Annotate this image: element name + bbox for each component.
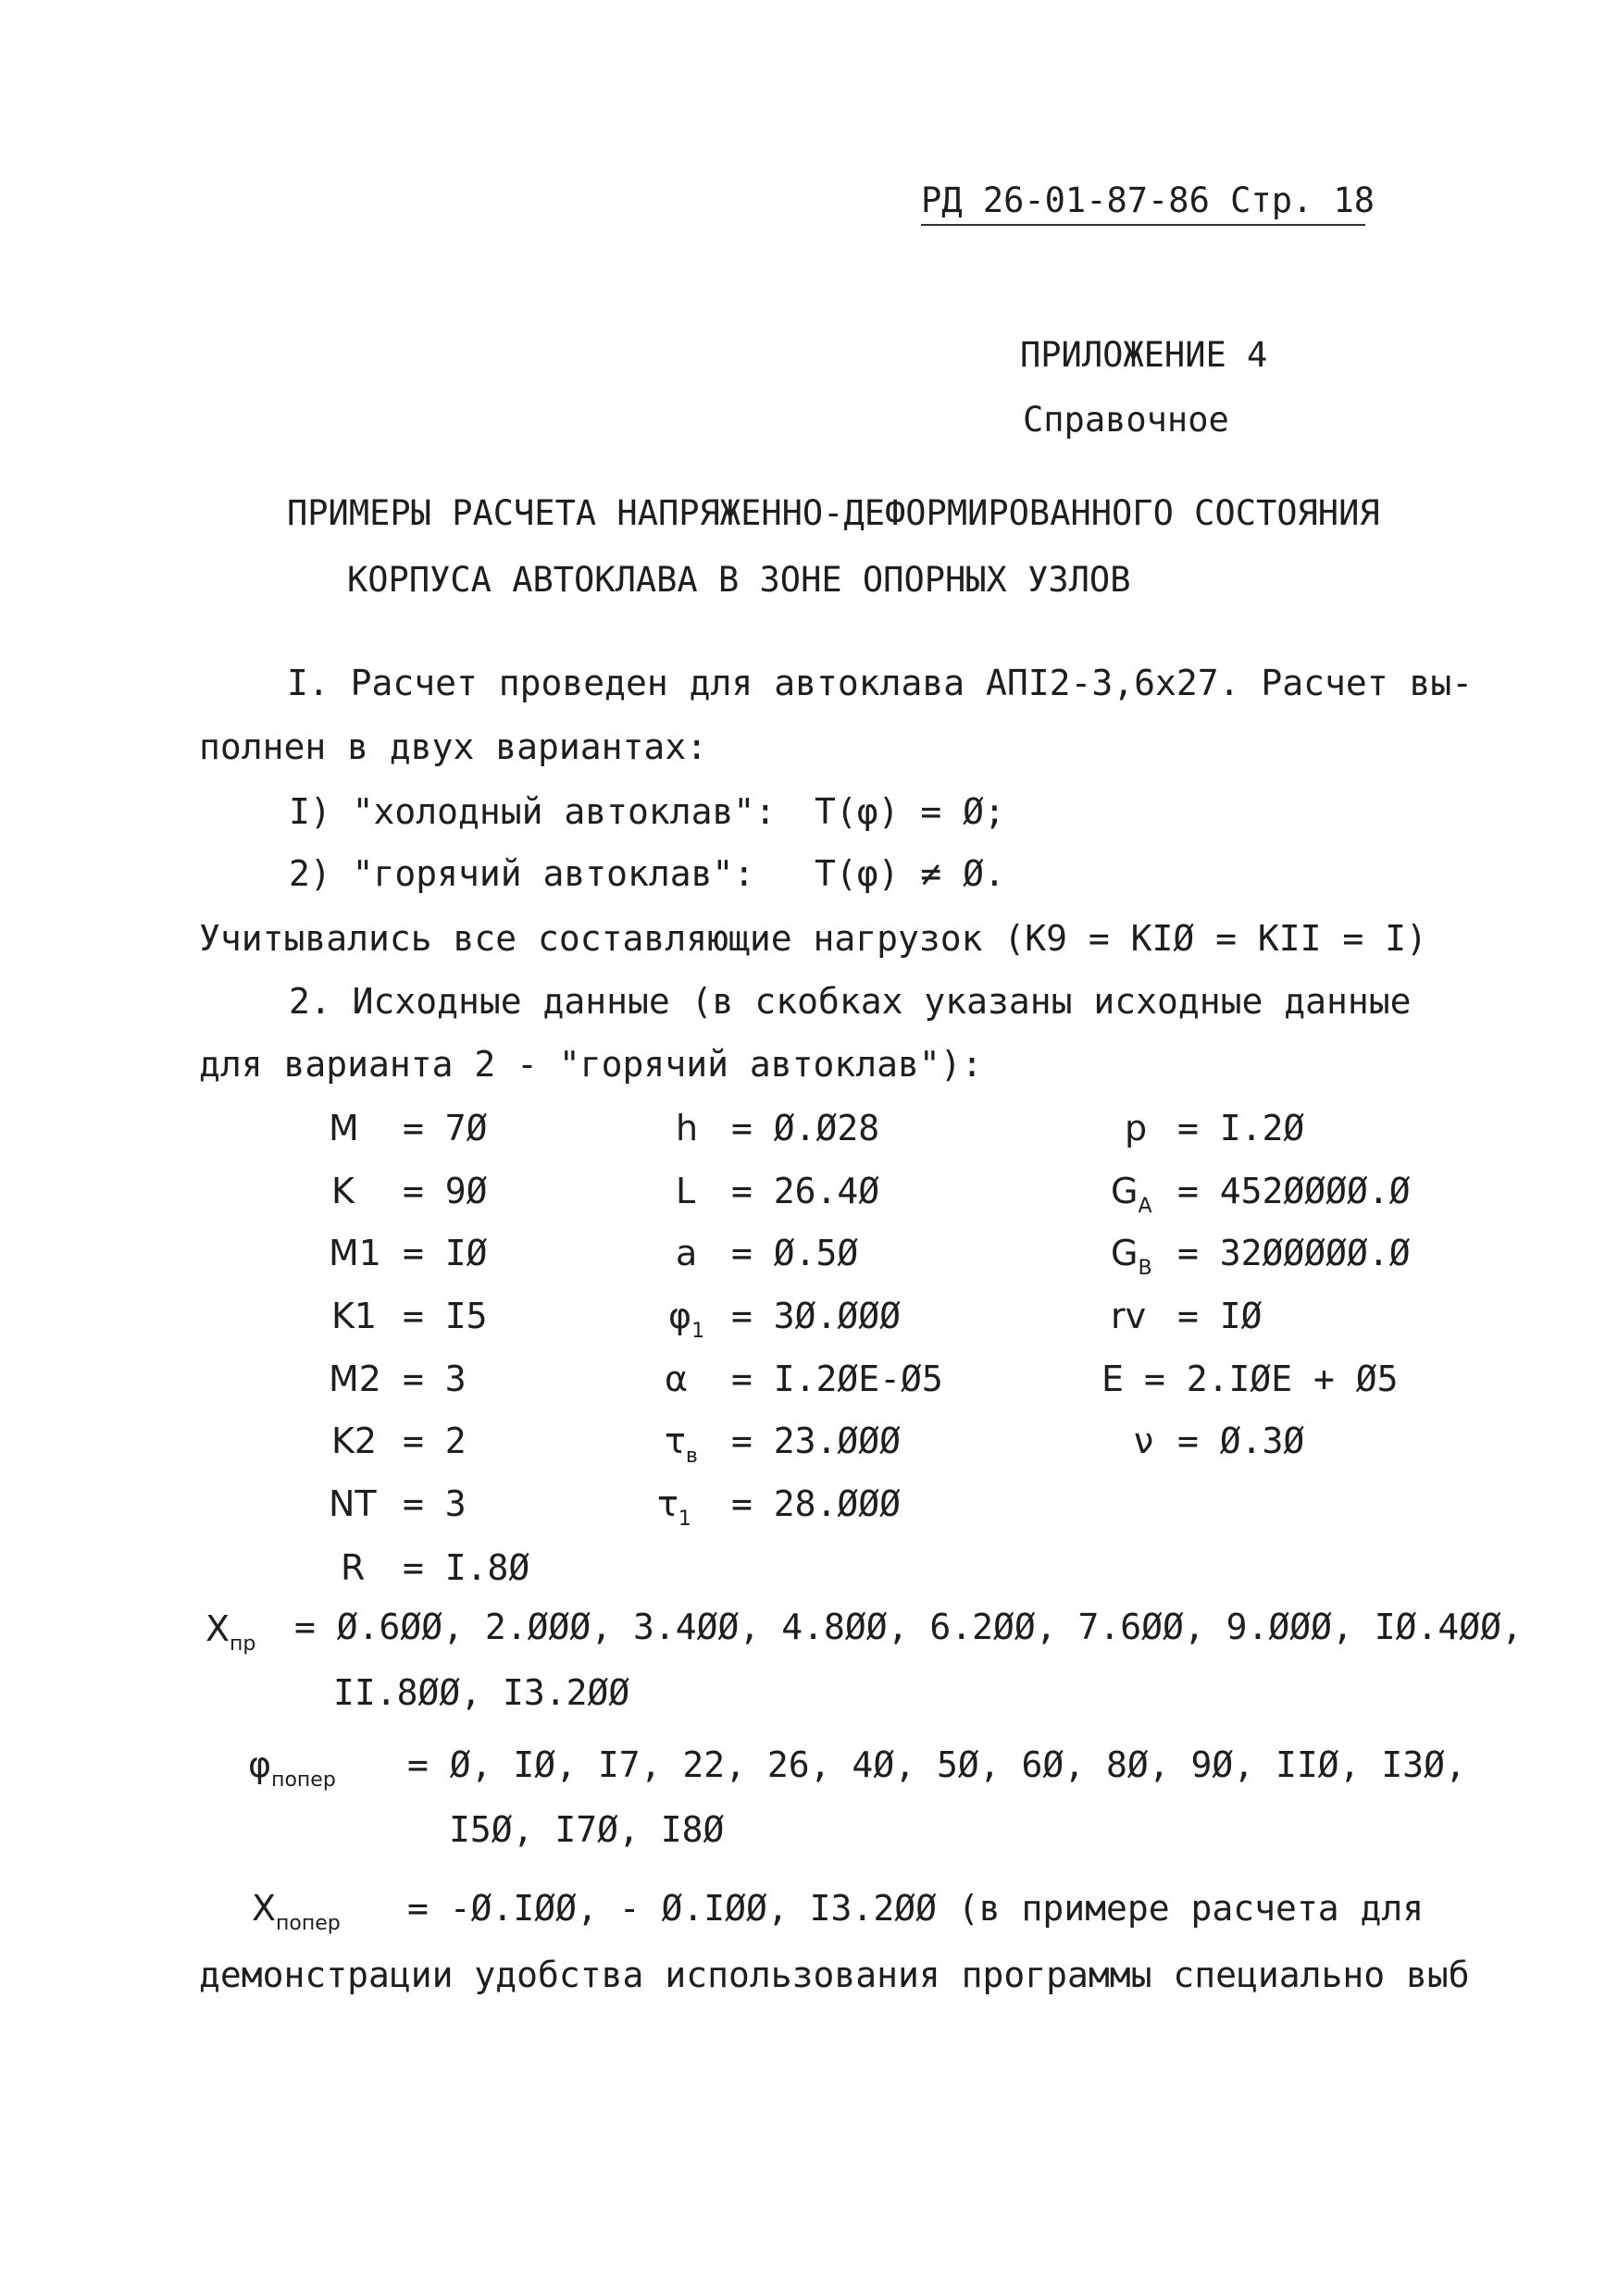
xpr-name: $X_{пр}$	[205, 1608, 256, 1656]
param-value: = I.2Ø	[1177, 1108, 1305, 1148]
param-name: ν	[1134, 1421, 1154, 1461]
param-name: K2	[331, 1421, 378, 1461]
appendix-label: ПРИЛОЖЕНИЕ 4	[1020, 335, 1268, 375]
param-value: = 3	[403, 1359, 467, 1399]
paragraph-2-line-2: для варианта 2 - "горячий автоклав"):	[199, 1044, 983, 1085]
param-value: = I.2ØE-Ø5	[731, 1359, 943, 1399]
param-name: R	[341, 1547, 366, 1588]
document-reference: РД 26-01-87-86 Стр. 18	[921, 180, 1375, 220]
param-value: = 28.ØØØ	[731, 1483, 902, 1524]
param-name: $G_B$	[1111, 1233, 1152, 1280]
param-value: = Ø.5Ø	[731, 1233, 859, 1273]
header-underline	[921, 224, 1365, 226]
loads-line: Учитывались все составляющие нагрузок (K9 = KIØ = KII = I)	[199, 918, 1427, 959]
param-value: = 32ØØØØØ.Ø	[1177, 1233, 1411, 1273]
param-value: = Ø.3Ø	[1177, 1421, 1305, 1461]
phi-poper-name: $\varphi_{попер}$	[248, 1744, 336, 1792]
param-name: M2	[329, 1359, 381, 1399]
param-name: $\varphi_1$	[668, 1296, 705, 1343]
paragraph-2-line-1: 2. Исходные данные (в скобках указаны исходные данные	[289, 981, 1412, 1022]
phi-poper-values-line-1: = Ø, IØ, I7, 22, 26, 4Ø, 5Ø, 6Ø, 8Ø, 9Ø, IIØ, I3Ø,	[407, 1744, 1466, 1785]
param-name: K1	[331, 1296, 378, 1336]
param-value: = Ø.Ø28	[731, 1108, 880, 1148]
param-name: E	[1101, 1359, 1125, 1399]
param-value: = IØ	[1177, 1296, 1263, 1336]
param-value: = IØ	[403, 1233, 488, 1273]
param-value: = 26.4Ø	[731, 1171, 880, 1211]
param-name: $\tau_1$	[657, 1483, 691, 1531]
appendix-type: Справочное	[1023, 400, 1229, 440]
param-value: = 2.IØE + Ø5	[1144, 1359, 1399, 1399]
param-value: = 2	[403, 1421, 467, 1461]
x-poper-name: $X_{попер}$	[252, 1888, 341, 1935]
param-name: α	[665, 1359, 689, 1399]
param-value: = 3Ø.ØØØ	[731, 1296, 902, 1336]
param-name: NT	[329, 1483, 377, 1524]
param-name: L	[676, 1171, 696, 1211]
param-value: = 23.ØØØ	[731, 1421, 902, 1461]
param-name: M1	[329, 1233, 381, 1273]
phi-poper-values-line-2: I5Ø, I7Ø, I8Ø	[449, 1809, 725, 1850]
param-name: $G_A$	[1111, 1171, 1152, 1218]
param-name: M	[329, 1108, 359, 1148]
xpr-values-line-2: II.8ØØ, I3.2ØØ	[333, 1672, 630, 1713]
variant-1-label: I) "холодный автоклав":	[289, 791, 777, 832]
paragraph-1-line-1: I. Расчет проведен для автоклава АПI2-3,6х27. Расчет вы-	[287, 663, 1474, 703]
variant-2-formula: T(φ) ≠ Ø.	[815, 853, 1005, 894]
param-name: rv	[1111, 1296, 1147, 1336]
param-value: = 9Ø	[403, 1171, 488, 1211]
title-line-1: ПРИМЕРЫ РАСЧЕТА НАПРЯЖЕННО-ДЕФОРМИРОВАННОГО СОСТОЯНИЯ	[287, 493, 1380, 533]
param-name: a	[676, 1233, 698, 1273]
param-value: = 7Ø	[403, 1108, 488, 1148]
x-poper-values-line-2: демонстрации удобства использования программы специально выб	[199, 1955, 1470, 1995]
title-line-2: КОРПУСА АВТОКЛАВА В ЗОНЕ ОПОРНЫХ УЗЛОВ	[347, 560, 1131, 600]
param-name: K	[331, 1171, 355, 1211]
param-value: = 452ØØØØ.Ø	[1177, 1171, 1411, 1211]
param-name: $\tau_в$	[665, 1421, 698, 1468]
param-name: p	[1125, 1108, 1148, 1148]
param-value: = 3	[403, 1483, 467, 1524]
x-poper-values-line-1: = -Ø.IØØ, - Ø.IØØ, I3.2ØØ (в примере расчета для	[407, 1888, 1425, 1929]
variant-2-label: 2) "горячий автоклав":	[289, 853, 755, 894]
param-name: h	[676, 1108, 699, 1148]
paragraph-1-line-2: полнен в двух вариантах:	[199, 726, 708, 767]
param-value: = I.8Ø	[403, 1547, 530, 1588]
param-value: = I5	[403, 1296, 488, 1336]
xpr-values-line-1: = Ø.6ØØ, 2.ØØØ, 3.4ØØ, 4.8ØØ, 6.2ØØ, 7.6ØØ, 9.ØØØ, IØ.4ØØ,	[294, 1607, 1523, 1647]
variant-1-formula: T(φ) = Ø;	[815, 791, 1005, 832]
